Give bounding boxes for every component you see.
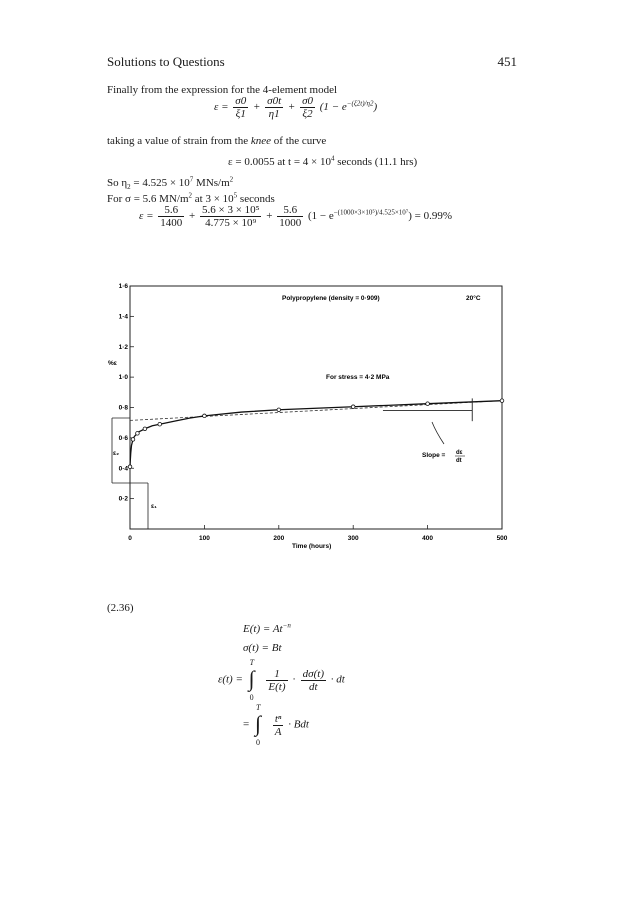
x-tick-label: 400 [422, 535, 434, 542]
eq2-term2: $\frac{\text{5.6 × 3 × 10⁵}}{\text{4.775 × 10⁹}}$ [201, 204, 260, 229]
integral-upper-limit: T [249, 658, 255, 667]
for-sigma: For σ = 5.6 MN/m [107, 193, 189, 205]
y-tick-label: 0·4 [118, 465, 128, 473]
equation-modulus [243, 623, 291, 635]
data-point-marker [203, 414, 207, 418]
data-point-marker [143, 427, 147, 431]
integral-lower-limit: 0 [255, 738, 260, 747]
y-axis-label: %ε [108, 360, 117, 367]
modulus-exponent: −n [282, 621, 291, 630]
y-tick-label: 1·0 [118, 374, 128, 382]
chart-title: Polypropylene (density = 0·909) [282, 295, 380, 302]
integral-lower-limit: 0 [249, 693, 254, 702]
sigma-end: seconds [237, 193, 275, 205]
slope-annotation: Slope = [422, 452, 446, 459]
plus-sign: + [287, 101, 296, 114]
x-axis-label: Time (hours) [292, 543, 332, 550]
eq1-lhs: ε = [214, 101, 229, 114]
data-point-marker [500, 399, 504, 403]
y-tick-label: 0·8 [118, 404, 128, 412]
equation-four-element [214, 95, 377, 120]
y-tick-label: 0·6 [118, 434, 128, 442]
plot-frame [130, 286, 502, 529]
seconds-hours: seconds (11.1 hrs) [334, 156, 418, 168]
data-point-marker [158, 422, 162, 426]
modulus-expression: E(t) = At [243, 623, 283, 635]
plus-sign: + [252, 101, 261, 114]
integral-sign [246, 660, 262, 700]
eq2-close: ) [408, 210, 412, 223]
integral2-frac: $\frac{\text{tⁿ}}{A}$ [274, 712, 282, 738]
strain-exponent: 4 [330, 154, 335, 163]
eps1-label: ε₁ [151, 503, 157, 510]
integral-frac2: $\frac{d\sigma(t)}{dt}$ [302, 667, 324, 693]
slope-denominator: dt [456, 458, 462, 464]
eq2-term1: $\frac{5.6}{1400}$ [160, 204, 183, 229]
so-eta: So η [107, 177, 128, 189]
taking-text [107, 134, 326, 148]
x-tick-label: 0 [128, 535, 132, 542]
eq1-term2: $\frac{\sigma 0t}{\eta 1}$ [267, 95, 282, 120]
sigma-exponent2: 5 [233, 191, 238, 200]
integral-tail: · dt [330, 673, 345, 686]
data-point-marker [426, 402, 430, 406]
equation-strain-integral-2 [243, 705, 309, 745]
slope-numerator: dε [456, 450, 463, 456]
integral-frac1: $\frac{1}{E(t)}$ [268, 667, 286, 693]
data-point-marker [128, 465, 132, 469]
running-head-title: Solutions to Questions [107, 54, 225, 69]
axis-ticks [130, 286, 502, 529]
eta-value: = 4.525 × 10 [130, 177, 190, 189]
eq2-term3: $\frac{5.6}{1000}$ [279, 204, 302, 229]
integral2-tail: · Bdt [288, 718, 309, 731]
eq1-tail-exponent: −(ξ2t)/η2 [346, 99, 374, 108]
eq2-lhs: ε = [139, 210, 154, 223]
eq1-term3: $\frac{\sigma 0}{\xi 2}$ [302, 95, 313, 120]
taking-label: taking a value of strain from the [107, 135, 249, 147]
eq2-result: = 0.99% [414, 210, 453, 223]
x-tick-label: 300 [347, 535, 359, 542]
question-reference: (2.36) [107, 602, 134, 614]
eta-subscript: 2 [127, 183, 131, 192]
y-tick-label: 1·2 [118, 343, 128, 351]
slope-pointer [432, 422, 444, 444]
equation-numeric [139, 204, 452, 229]
running-head [107, 54, 517, 70]
curve-markers [128, 399, 504, 469]
eta-exponent: 7 [189, 175, 194, 184]
stress-annotation: For stress = 4·2 MPa [326, 374, 390, 381]
eq1-close: ) [373, 101, 378, 114]
y-tick-label: 0·2 [118, 495, 128, 503]
eq1-tail: (1 − e [319, 101, 347, 114]
equation-strain-integral [218, 660, 345, 700]
data-point-marker [277, 408, 281, 412]
eta-unit-exponent: 2 [229, 175, 234, 184]
of-curve-label: of the curve [273, 135, 327, 147]
equation-stress: σ(t) = Bt [243, 642, 282, 654]
y-tick-label: 1·6 [118, 283, 128, 290]
strain-value-line [228, 155, 417, 169]
eq2-tail: (1 − e [307, 210, 334, 223]
data-point-marker [136, 432, 140, 436]
integral-symbol: ∫ [254, 711, 261, 736]
strain-value: ε = 0.0055 at t = 4 × 10 [228, 156, 331, 168]
plus-sign: + [189, 210, 196, 223]
eq2-tail-exponent: −(1000×3×10⁵)/4.525×10⁷ [333, 208, 409, 217]
integral-upper-limit: T [255, 703, 261, 712]
sigma-rest: at 3 × 10 [192, 193, 234, 205]
creep-curve-chart [104, 276, 514, 556]
eta-unit: MNs/m [193, 177, 230, 189]
eps2-label: ε₂ [113, 450, 119, 457]
eta-line [107, 176, 233, 190]
tick-labels [119, 283, 508, 542]
equals-sign: = [243, 718, 250, 731]
x-tick-label: 100 [198, 535, 210, 542]
data-point-marker [351, 405, 355, 409]
sigma-exponent: 2 [188, 191, 193, 200]
data-point-marker [131, 438, 135, 442]
x-tick-label: 500 [496, 535, 508, 542]
integral-lhs: ε(t) = [218, 673, 243, 686]
intro-text: Finally from the expression for the 4-element model [107, 84, 338, 96]
x-tick-label: 200 [273, 535, 285, 542]
y-tick-label: 1·4 [118, 313, 128, 321]
page-number: 451 [497, 54, 517, 69]
knee-word: knee [250, 135, 272, 147]
dot-operator: · [292, 673, 296, 686]
eq1-term1: $\frac{\sigma 0}{\xi 1}$ [235, 95, 247, 120]
plus-sign: + [266, 210, 273, 223]
chart-temperature: 20°C [466, 295, 481, 302]
integral-symbol: ∫ [248, 666, 255, 691]
integral-sign [252, 705, 268, 745]
